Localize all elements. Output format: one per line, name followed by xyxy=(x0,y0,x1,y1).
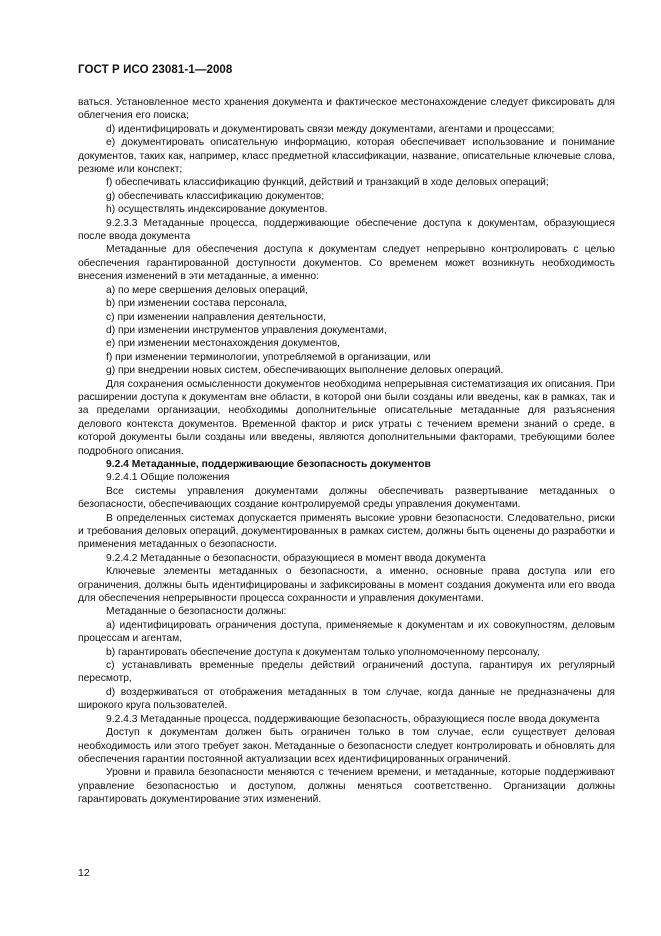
paragraph: Доступ к документам должен быть ограничен только в том случае, если существует деловая необходимость или этого требует закон. Метаданные о безопасности следует контролировать и обновлять для обеспечения гарантии постоянной актуализации всех идентифицированных ограничений. xyxy=(78,727,615,765)
paragraph: Все системы управления документами должны обеспечивать развертывание метаданных о безопасности, обеспечивающих создание контролируемой среды управления документами. xyxy=(78,485,615,511)
section-heading-9-2-4-1: 9.2.4.1 Общие положения xyxy=(106,472,230,484)
list-item-c: c) устанавливать временные пределы действий ограничений доступа, гарантируя их регулярный пересмотр, xyxy=(78,660,615,685)
standard-header: ГОСТ Р ИСО 23081-1—2008 xyxy=(78,64,233,76)
page-number: 12 xyxy=(78,867,90,879)
list-item-b: b) гарантировать обеспечение доступа к документам только уполномоченному персоналу, xyxy=(106,646,540,658)
paragraph-continuation: ваться. Установленное место хранения документа и фактическое местонахождение следует фиксировать для облегчения его поиска; xyxy=(78,97,615,122)
paragraph: Метаданные для обеспечения доступа к документам следует непрерывно контролировать с целью обеспечения гарантированной доступности документов. Со временем может возникнуть необходимость внесения изменений в эти метаданные, а именно: xyxy=(78,244,615,283)
list-item-e: e) документировать описательную информацию, которая обеспечивает использование и понимание документов, таких как, например, класс предметной классификации, название, описательные ключевые слова, резюме или конспект; xyxy=(78,137,615,176)
list-item-f: f) обеспечивать классификацию функций, действий и транзакций в ходе деловых операций; xyxy=(106,177,549,189)
list-item-a: a) по мере свершения деловых операций, xyxy=(106,284,308,296)
paragraph: Для сохранения осмысленности документов необходима непрерывная систематизация их описания. При расширении доступа к документам вне области, в которой они были созданы или введены, как в рамках, так и за пределами организации, необходимы дополнительные описательные метаданные для разъяснения делового контекста документов. Временной фактор и риск утраты с течением времени знаний о среде, в которой документы были созданы или введены, являются дополнительными факторами, требующими более подробного описания. xyxy=(78,378,615,457)
list-item-c: c) при изменении направления деятельности, xyxy=(106,311,326,323)
paragraph: Уровни и правила безопасности меняются с течением времени, и метаданные, которые поддерживают управление безопасностью и доступом, должны меняться соответственно. Организации должны гарантировать документирование этих изменений. xyxy=(78,767,615,806)
list-item-e: e) при изменении местонахождения документов, xyxy=(106,338,341,350)
paragraph: Ключевые элементы метаданных о безопасности, а именно, основные права доступа или его ограничения, должны быть идентифицированы и зафиксированы в момент создания документа или его ввода для обеспечения непрерывности процесса сохранности и управления документами. xyxy=(78,566,615,605)
list-item-d: d) воздерживаться от отображения метаданных в том случае, когда данные не предназначены для широкого круга пользователей. xyxy=(78,686,615,712)
list-item-h: h) осуществлять индексирование документов. xyxy=(106,204,328,216)
list-item-d: d) при изменении инструментов управления документами, xyxy=(106,324,387,336)
section-heading-9-2-4-2: 9.2.4.2 Метаданные о безопасности, образующиеся в момент ввода документа xyxy=(106,552,486,564)
section-heading-9-2-4: 9.2.4 Метаданные, поддерживающие безопасность документов xyxy=(106,458,431,470)
list-item-g: g) при внедрении новых систем, обеспечивающих выполнение деловых операций. xyxy=(106,365,504,377)
list-item-a: a) идентифицировать ограничения доступа, применяемые к документам и их совокупностям, деловым процессам и агентам, xyxy=(78,619,615,645)
list-item-d: d) идентифицировать и документировать связи между документами, агентами и процессами; xyxy=(106,123,555,135)
list-item-g: g) обеспечивать классификацию документов; xyxy=(106,190,325,202)
paragraph: В определенных системах допускается применять высокие уровни безопасности. Следовательно, риски и требования деловых операций, документированных в рамках систем, должны быть оценены до разработки и применения метаданных о безопасности. xyxy=(78,512,615,551)
document-body xyxy=(78,96,615,807)
section-heading-9-2-3-3: 9.2.3.3 Метаданные процесса, поддерживающие обеспечение доступа к документам, образующиеся после ввода документа xyxy=(78,217,615,243)
list-item-b: b) при изменении состава персонала, xyxy=(106,298,288,310)
section-heading-9-2-4-3: 9.2.4.3 Метаданные процесса, поддерживающие безопасность, образующиеся после ввода документа xyxy=(106,713,600,725)
paragraph: Метаданные о безопасности должны: xyxy=(106,606,287,618)
list-item-f: f) при изменении терминологии, употребляемой в организации, или xyxy=(106,351,431,363)
